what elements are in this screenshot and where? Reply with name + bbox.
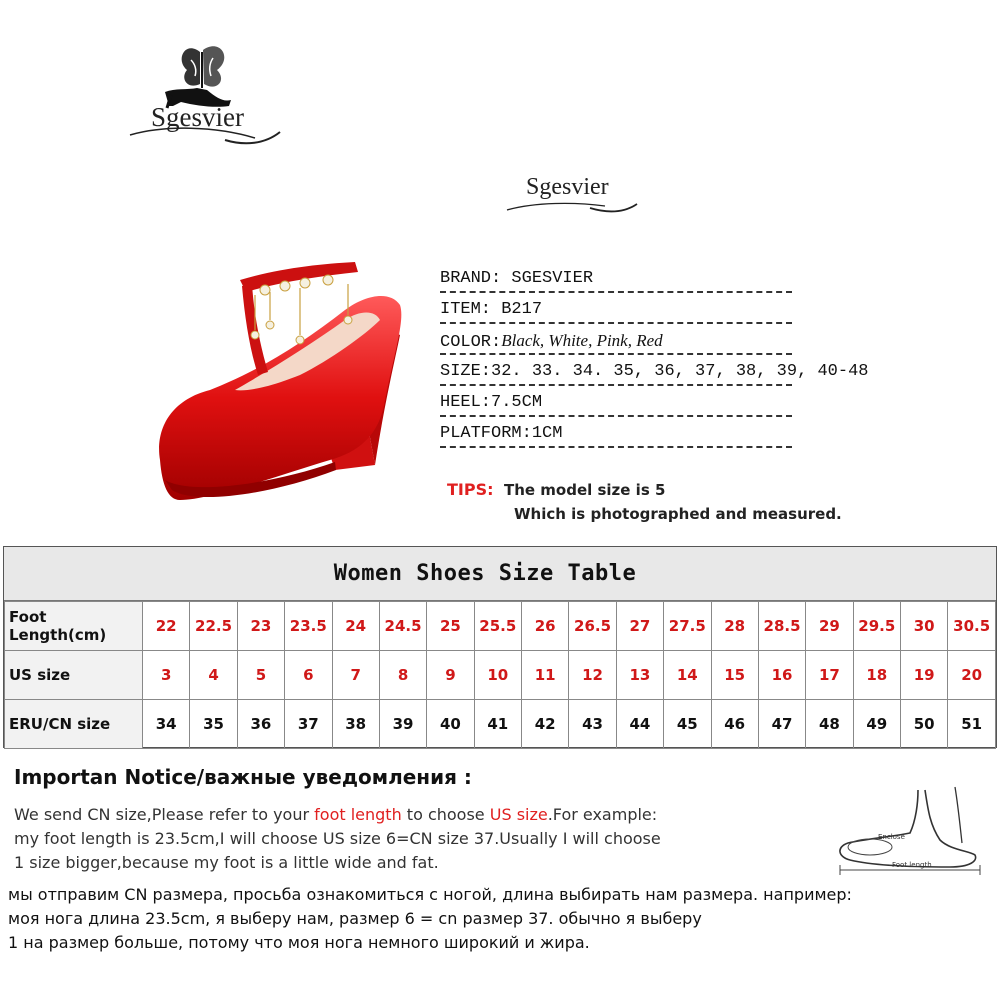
table-cell: 45 <box>664 700 711 749</box>
brand-logo-text: Sgesvier <box>151 102 244 132</box>
table-cell: 11 <box>522 651 569 700</box>
table-cell: 49 <box>853 700 900 749</box>
table-cell: 10 <box>474 651 521 700</box>
row-header: Foot Length(cm) <box>5 602 143 651</box>
table-row <box>5 700 996 749</box>
enclose-label: Enclose <box>878 833 905 841</box>
table-cell: 42 <box>522 700 569 749</box>
table-cell: 22.5 <box>190 602 237 651</box>
table-cell: 43 <box>569 700 616 749</box>
spec-label: SIZE: <box>440 362 492 381</box>
table-cell: 40 <box>427 700 474 749</box>
table-cell: 35 <box>190 700 237 749</box>
table-cell: 29 <box>806 602 853 651</box>
table-cell: 51 <box>948 700 996 749</box>
table-cell: 23 <box>237 602 284 651</box>
spec-value: B217 <box>491 300 543 319</box>
spec-platform <box>440 420 800 451</box>
table-cell: 17 <box>806 651 853 700</box>
foot-outline-icon <box>830 785 990 875</box>
table-cell: 5 <box>237 651 284 700</box>
table-cell: 14 <box>664 651 711 700</box>
table-cell: 23.5 <box>285 602 332 651</box>
table-cell: 4 <box>190 651 237 700</box>
tips-label: TIPS: <box>447 480 494 499</box>
table-cell: 28.5 <box>758 602 805 651</box>
spec-value: 1CM <box>531 424 563 443</box>
notice-text: .For example: <box>547 805 658 824</box>
table-cell: 34 <box>143 700 190 749</box>
spec-label: BRAND: <box>440 269 502 288</box>
table-cell: 37 <box>285 700 332 749</box>
spec-label: HEEL: <box>440 393 492 412</box>
table-cell: 8 <box>379 651 426 700</box>
table-cell: 36 <box>237 700 284 749</box>
spec-size <box>440 358 869 389</box>
table-cell: 24 <box>332 602 379 651</box>
notice-text: We send CN size,Please refer to your <box>14 805 315 824</box>
table-cell: 26 <box>522 602 569 651</box>
table-cell: 30.5 <box>948 602 996 651</box>
size-table-grid <box>4 601 996 749</box>
spec-label: PLATFORM: <box>440 424 532 443</box>
row-header: ERU/CN size <box>5 700 143 749</box>
size-table <box>3 546 997 748</box>
spec-value: Black, White, Pink, Red <box>501 331 663 350</box>
table-cell: 25 <box>427 602 474 651</box>
notice-text: 1 size bigger,because my foot is a little wide and fat. <box>14 853 439 872</box>
notice-english <box>14 803 661 875</box>
table-cell: 22 <box>143 602 190 651</box>
table-cell: 39 <box>379 700 426 749</box>
table-cell: 7 <box>332 651 379 700</box>
table-cell: 12 <box>569 651 616 700</box>
notice-highlight: foot length <box>314 805 402 824</box>
table-cell: 9 <box>427 651 474 700</box>
table-cell: 46 <box>711 700 758 749</box>
spec-label: COLOR: <box>440 333 502 352</box>
table-row <box>5 651 996 700</box>
table-cell: 16 <box>758 651 805 700</box>
table-cell: 20 <box>948 651 996 700</box>
notice-text: to choose <box>401 805 490 824</box>
notice-text: моя нога длина 23.5cm, я выберу нам, размер 6 = cn размер 37. обычно я выберу <box>8 909 702 928</box>
tips-line-2: Which is photographed and measured. <box>514 505 842 523</box>
table-cell: 13 <box>616 651 663 700</box>
brand-logo-primary <box>125 40 285 155</box>
spec-value: SGESVIER <box>501 269 594 288</box>
table-cell: 28 <box>711 602 758 651</box>
spec-value: 32. 33. 34. 35, 36, 37, 38, 39, 40-48 <box>491 362 869 381</box>
table-cell: 19 <box>901 651 948 700</box>
foot-length-label: Foot length <box>892 861 932 869</box>
notice-text: 1 на размер больше, потому что моя нога немного широкий и жира. <box>8 933 590 952</box>
tips <box>447 478 842 526</box>
table-cell: 26.5 <box>569 602 616 651</box>
spec-label: ITEM: <box>440 300 492 319</box>
red-heel-shoe-icon <box>150 250 445 515</box>
table-cell: 18 <box>853 651 900 700</box>
spec-value: 7.5CM <box>491 393 543 412</box>
spec-brand <box>440 265 800 296</box>
notice-text: мы отправим CN размера, просьба ознакомиться с ногой, длина выбирать нам размера. например: <box>8 885 852 904</box>
table-row <box>5 602 996 651</box>
table-cell: 25.5 <box>474 602 521 651</box>
notice-russian <box>8 883 852 955</box>
table-cell: 6 <box>285 651 332 700</box>
table-cell: 41 <box>474 700 521 749</box>
table-cell: 38 <box>332 700 379 749</box>
tips-line-1: The model size is 5 <box>503 481 666 499</box>
table-cell: 27.5 <box>664 602 711 651</box>
table-cell: 30 <box>901 602 948 651</box>
table-cell: 47 <box>758 700 805 749</box>
product-specs <box>440 265 869 451</box>
brand-logo-text: Sgesvier <box>526 174 609 200</box>
brand-logo-secondary <box>505 170 640 220</box>
foot-measure-diagram <box>830 785 990 875</box>
spec-item <box>440 296 800 327</box>
table-cell: 50 <box>901 700 948 749</box>
butterfly-shoe-icon <box>125 40 285 155</box>
size-table-title: Women Shoes Size Table <box>4 547 996 601</box>
table-cell: 48 <box>806 700 853 749</box>
table-cell: 27 <box>616 602 663 651</box>
table-cell: 15 <box>711 651 758 700</box>
spec-color <box>440 327 800 358</box>
notice-highlight: US size <box>489 805 548 824</box>
spec-heel <box>440 389 800 420</box>
table-cell: 29.5 <box>853 602 900 651</box>
row-header: US size <box>5 651 143 700</box>
notice-title: Importan Notice/важные уведомления : <box>14 765 472 789</box>
product-image-red-shoe <box>150 250 445 515</box>
table-cell: 44 <box>616 700 663 749</box>
table-cell: 24.5 <box>379 602 426 651</box>
notice-text: my foot length is 23.5cm,I will choose US size 6=CN size 37.Usually I will choose <box>14 829 661 848</box>
table-cell: 3 <box>143 651 190 700</box>
